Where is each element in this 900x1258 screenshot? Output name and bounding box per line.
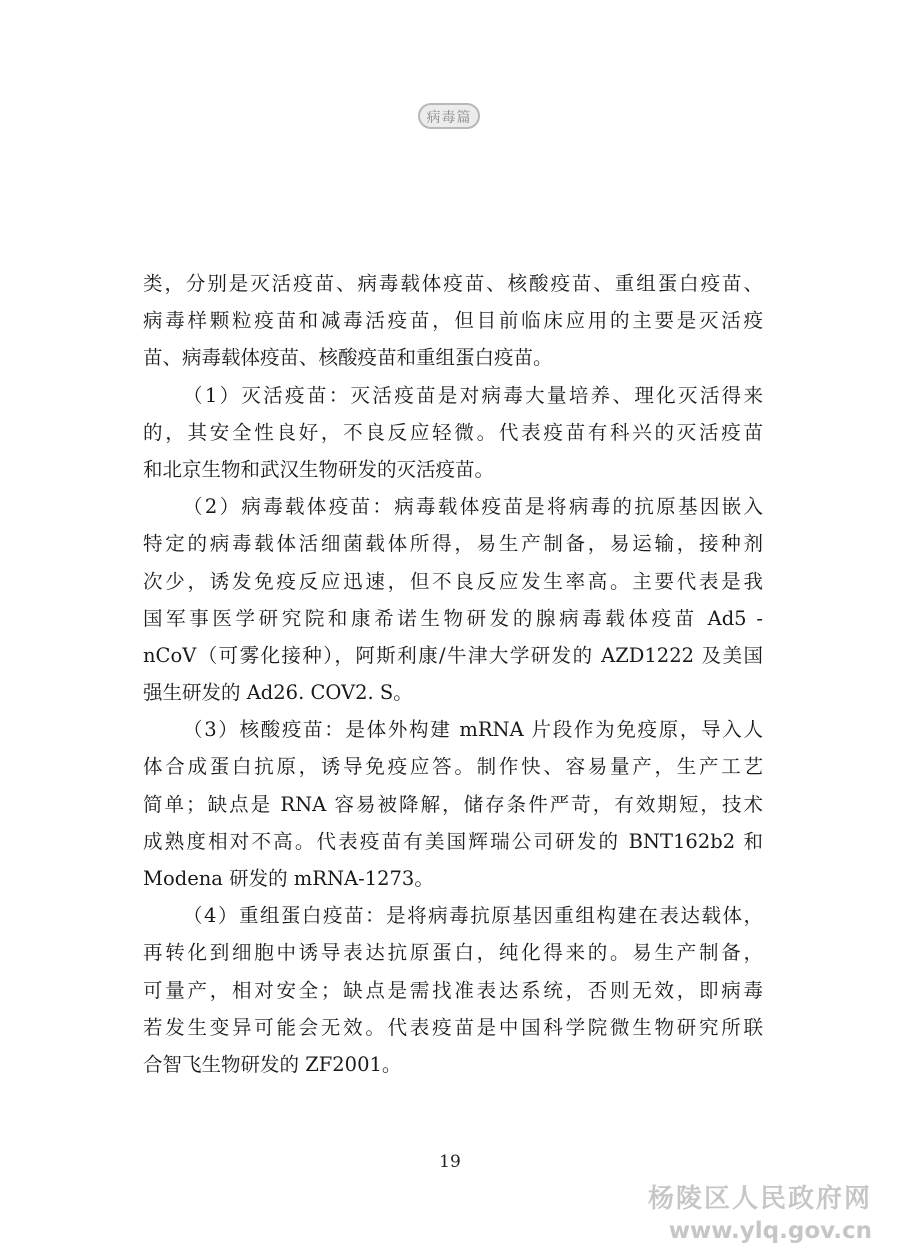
text-line: 的，其安全性良好，不良反应轻微。代表疫苗有科兴的灭活疫苗 [143,420,763,444]
text-line: 若发生变异可能会无效。代表疫苗是中国科学院微生物研究所联 [143,1015,763,1039]
text-line: 特定的病毒载体活细菌载体所得，易生产制备，易运输，接种剂 [143,532,763,556]
page-number: 19 [439,1152,461,1172]
text-line: 体合成蛋白抗原，诱导免疫应答。制作快、容易量产，生产工艺 [143,755,763,779]
paragraph-first-line: （2）病毒载体疫苗：病毒载体疫苗是将病毒的抗原基因嵌入 [183,495,763,519]
text-line: 成熟度相对不高。代表疫苗有美国辉瑞公司研发的 BNT162b2 和 [143,829,763,853]
text-line: 强生研发的 Ad26. COV2. S。 [143,681,413,705]
section-badge: 病毒篇 [418,103,480,129]
text-line: 国军事医学研究院和康希诺生物研发的腺病毒载体疫苗 Ad5 - [143,606,763,630]
text-line: 苗、病毒载体疫苗、核酸疫苗和重组蛋白疫苗。 [143,346,553,370]
text-line: 合智飞生物研发的 ZF2001。 [143,1052,402,1076]
text-line: 再转化到细胞中诱导表达抗原蛋白，纯化得来的。易生产制备， [143,941,763,965]
text-line: nCoV（可雾化接种），阿斯利康/牛津大学研发的 AZD1222 及美国 [143,643,763,667]
text-line: 次少，诱发免疫反应迅速，但不良反应发生率高。主要代表是我 [143,569,763,593]
text-line: 类，分别是灭活疫苗、病毒载体疫苗、核酸疫苗、重组蛋白疫苗、 [143,272,763,295]
text-line: 和北京生物和武汉生物研发的灭活疫苗。 [143,457,495,481]
paragraph-first-line: （3）核酸疫苗：是体外构建 mRNA 片段作为免疫原，导入人 [183,718,763,742]
watermark-site-name: 杨陵区人民政府网 [647,1184,872,1214]
site-watermark [648,1182,872,1246]
text-line: 病毒样颗粒疫苗和减毒活疫苗，但目前临床应用的主要是灭活疫 [143,309,763,333]
paragraph-first-line: （1）灭活疫苗：灭活疫苗是对病毒大量培养、理化灭活得来 [183,383,763,407]
watermark-site-url: www.ylq.gov.cn [668,1218,872,1244]
text-line: Modena 研发的 mRNA-1273。 [143,867,434,890]
text-line: 简单；缺点是 RNA 容易被降解，储存条件严苛，有效期短，技术 [143,792,763,816]
body-text [143,265,763,1083]
text-line: 可量产，相对安全；缺点是需找准表达系统，否则无效，即病毒 [143,978,763,1002]
paragraph-first-line: （4）重组蛋白疫苗：是将病毒抗原基因重组构建在表达载体， [183,904,763,928]
